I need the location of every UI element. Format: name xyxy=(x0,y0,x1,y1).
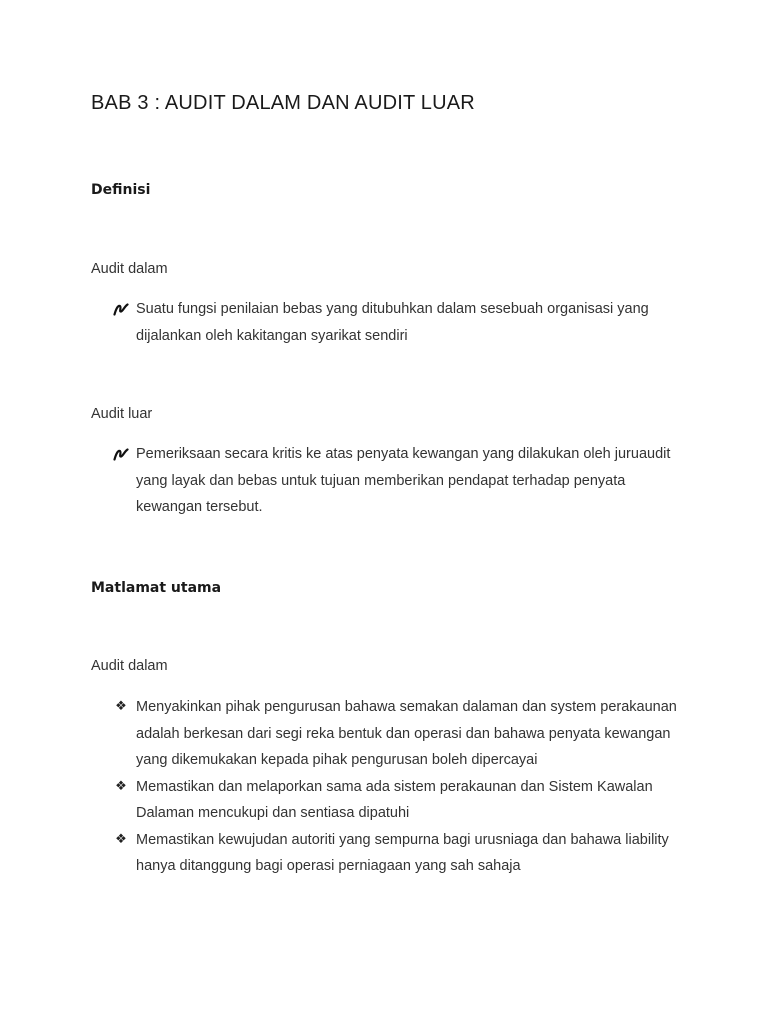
diamond-bullet-icon: ❖ xyxy=(115,831,127,847)
list-item xyxy=(112,694,692,774)
diamond-bullet-icon: ❖ xyxy=(115,778,127,794)
definisi-audit-luar-list xyxy=(112,441,692,521)
list-item-text: Menyakinkan pihak pengurusan bahawa semakan dalaman dan system perakaunan adalah berkesan dari segi reka bentuk dan operasi dan bahawa penyata kewangan yang dikemukakan kepada pihak pengurusan boleh dipercayai xyxy=(136,699,677,768)
swirl-arrow-icon xyxy=(112,296,130,323)
matlamat-audit-dalam-label: Audit dalam xyxy=(91,658,168,674)
list-item-text: Pemeriksaan secara kritis ke atas penyata kewangan yang dilakukan oleh juruaudit yang layak dan bebas untuk tujuan memberikan pendapat terhadap penyata kewangan tersebut. xyxy=(136,446,671,515)
swirl-arrow-icon xyxy=(112,441,130,468)
list-item-text: Suatu fungsi penilaian bebas yang ditubuhkan dalam sesebuah organisasi yang dijalankan oleh kakitangan syarikat sendiri xyxy=(136,301,649,344)
definisi-audit-dalam-label: Audit dalam xyxy=(91,261,168,277)
definisi-audit-luar-label: Audit luar xyxy=(91,406,153,422)
page-title: BAB 3 : AUDIT DALAM DAN AUDIT LUAR xyxy=(91,92,475,114)
list-item xyxy=(112,441,692,521)
list-item-text: Memastikan dan melaporkan sama ada sistem perakaunan dan Sistem Kawalan Dalaman mencukupi dan sentiasa dipatuhi xyxy=(136,778,653,821)
list-item xyxy=(112,827,692,880)
list-item xyxy=(112,296,692,349)
list-item xyxy=(112,774,692,827)
list-item-text: Memastikan kewujudan autoriti yang sempurna bagi urusniaga dan bahawa liability hanya ditanggung bagi operasi perniagaan yang sah sahaja xyxy=(136,831,669,874)
matlamat-heading: Matlamat utama xyxy=(91,580,222,596)
definisi-audit-dalam-list xyxy=(112,296,692,349)
diamond-bullet-icon: ❖ xyxy=(115,699,127,714)
definisi-heading: Definisi xyxy=(91,182,151,198)
matlamat-audit-dalam-list xyxy=(112,694,692,880)
